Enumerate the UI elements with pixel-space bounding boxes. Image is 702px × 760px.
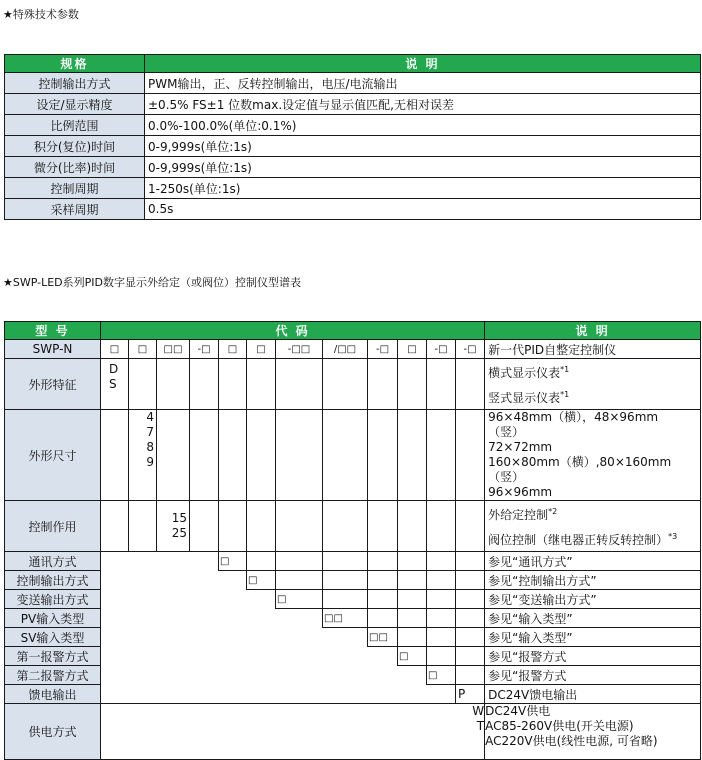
code-slot: -□ — [456, 340, 485, 359]
row-label: 馈电输出 — [5, 685, 101, 704]
spec-value: 0-9,999s(单位:1s) — [145, 157, 701, 178]
model-table — [4, 321, 701, 760]
size-desc-line: 96×48mm（横），48×96mm — [488, 410, 659, 424]
code-slot: -□□ — [276, 340, 323, 359]
control-codes — [157, 501, 190, 552]
control-desc — [485, 501, 701, 552]
shape-desc — [485, 359, 701, 410]
power-code: W — [472, 704, 485, 718]
desc-header: 说 明 — [485, 322, 701, 340]
footnote-mark: *2 — [548, 507, 558, 516]
row-code: □ — [247, 571, 276, 590]
row-code: □□ — [323, 609, 368, 628]
shape-code: S — [109, 377, 117, 391]
spec-label: 设定/显示精度 — [5, 94, 145, 115]
row-code: □ — [427, 666, 456, 685]
row-label: PV输入类型 — [5, 609, 101, 628]
spec-value: PWM输出，正、反转控制输出，电压/电流输出 — [145, 73, 701, 94]
size-codes — [129, 410, 157, 501]
row-desc: 参见“报警方式 — [485, 647, 701, 666]
control-label: 控制作用 — [5, 501, 101, 552]
spec-value: ±0.5% FS±1 位数max.设定值与显示值匹配,无相对误差 — [145, 94, 701, 115]
footnote-mark: *3 — [668, 532, 678, 541]
control-desc-line: 外给定控制 — [488, 508, 549, 522]
shape-desc-line: 横式显示仪表 — [488, 366, 561, 380]
code-slot: □□ — [157, 340, 190, 359]
spec-label: 比例范围 — [5, 115, 145, 136]
shape-desc-line: 竖式显示仪表 — [488, 391, 561, 405]
row-code: □□ — [368, 628, 398, 647]
shape-label: 外形特征 — [5, 359, 101, 410]
power-code: T — [476, 719, 485, 733]
row-desc: 参见“变送输出方式” — [485, 590, 701, 609]
row-label: 控制输出方式 — [5, 571, 101, 590]
control-desc-line: 阀位控制（继电器正转反转控制） — [488, 533, 669, 547]
power-desc-line: AC220V供电(线性电源, 可省略) — [485, 734, 658, 748]
row-desc: 参见“报警方式 — [485, 666, 701, 685]
code-header: 代 码 — [101, 322, 485, 340]
power-codes — [101, 704, 485, 760]
spec-value: 0.5s — [145, 199, 701, 220]
spec-label: 控制周期 — [5, 178, 145, 199]
code-slot: □ — [219, 340, 247, 359]
section2-title: ★SWP-LED系列PID数字显示外给定（或阀位）控制仪型谱表 — [3, 276, 301, 289]
row-label: 第一报警方式 — [5, 647, 101, 666]
footnote-mark: *1 — [560, 365, 570, 374]
shape-code: D — [109, 362, 119, 376]
footnote-mark: *1 — [560, 390, 570, 399]
size-desc-line: （竖） — [488, 470, 525, 484]
code-slot: □ — [398, 340, 427, 359]
desc-header: 说 明 — [145, 55, 701, 73]
spec-header: 规格 — [5, 55, 145, 73]
section1-title: ★特殊技术参数 — [3, 8, 79, 21]
spec-value: 1-250s(单位:1s) — [145, 178, 701, 199]
row-label: 通讯方式 — [5, 552, 101, 571]
row-code: P — [456, 685, 485, 704]
spec-value: 0.0%-100.0%(单位:0.1%) — [145, 115, 701, 136]
spec-value: 0-9,999s(单位:1s) — [145, 136, 701, 157]
code-slot: -□ — [368, 340, 398, 359]
spec-label: 积分(复位)时间 — [5, 136, 145, 157]
row-desc: 参见“通讯方式” — [485, 552, 701, 571]
size-code: 9 — [146, 455, 154, 469]
spec-label: 微分(比率)时间 — [5, 157, 145, 178]
size-desc-line: 160×80mm（横）,80×160mm — [488, 455, 672, 469]
code-slot: /□□ — [323, 340, 368, 359]
code-slot: □ — [129, 340, 157, 359]
code-slot: □ — [101, 340, 129, 359]
row-label: 变送输出方式 — [5, 590, 101, 609]
row-desc: DC24V馈电输出 — [485, 685, 701, 704]
row-desc: 参见“输入类型” — [485, 609, 701, 628]
size-desc-line: （竖） — [488, 425, 525, 439]
size-desc-line: 96×96mm — [488, 485, 553, 499]
power-desc-line: DC24V供电 — [485, 704, 551, 718]
model-desc: 新一代PID自整定控制仪 — [485, 340, 701, 359]
size-desc-line: 72×72mm — [488, 440, 553, 454]
model-name: SWP-N — [5, 340, 101, 359]
size-desc — [485, 410, 701, 501]
code-slot: □ — [247, 340, 276, 359]
row-code: □ — [398, 647, 427, 666]
power-desc — [485, 704, 701, 760]
row-code: □ — [219, 552, 247, 571]
row-label: SV输入类型 — [5, 628, 101, 647]
spec-label: 采样周期 — [5, 199, 145, 220]
row-label: 第二报警方式 — [5, 666, 101, 685]
row-code: □ — [276, 590, 323, 609]
code-slot: -□ — [427, 340, 456, 359]
size-code: 8 — [146, 440, 154, 454]
spec-label: 控制输出方式 — [5, 73, 145, 94]
power-desc-line: AC85-260V供电(开关电源) — [485, 719, 634, 733]
size-label: 外形尺寸 — [5, 410, 101, 501]
control-code: 15 — [171, 511, 187, 525]
size-code: 4 — [146, 410, 154, 424]
row-desc: 参见“输入类型” — [485, 628, 701, 647]
power-label: 供电方式 — [5, 704, 101, 760]
model-header: 型 号 — [5, 322, 101, 340]
shape-codes — [101, 359, 129, 410]
size-code: 7 — [146, 425, 154, 439]
row-desc: 参见“控制输出方式” — [485, 571, 701, 590]
code-slot: -□ — [190, 340, 219, 359]
spec-table — [4, 54, 701, 220]
control-code: 25 — [171, 526, 187, 540]
